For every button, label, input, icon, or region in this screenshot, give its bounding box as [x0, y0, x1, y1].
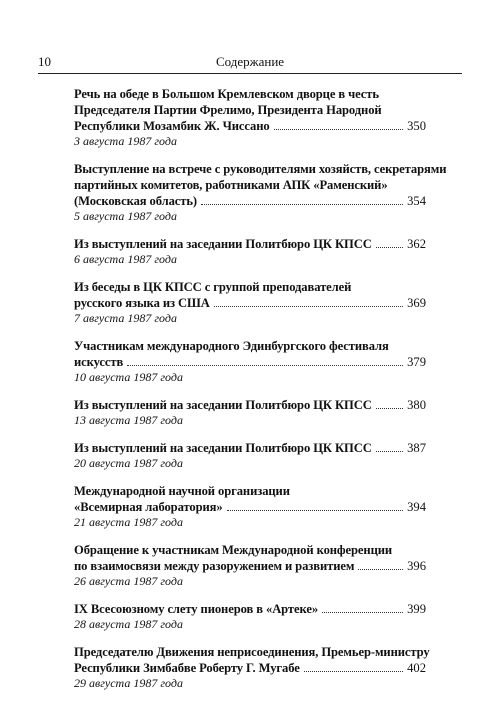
table-of-contents — [74, 86, 447, 703]
entry-title-line: Республики Зимбабве Роберту Г. Мугабе — [74, 661, 300, 675]
header-rule — [38, 73, 462, 74]
entry-page-number: 380 — [407, 398, 426, 412]
dot-leader — [322, 612, 403, 613]
dot-leader — [304, 671, 403, 672]
entry-page-number: 379 — [407, 355, 426, 369]
entry-page-number: 394 — [407, 500, 426, 514]
entry-date: 20 августа 1987 года — [74, 456, 183, 470]
entry-date: 26 августа 1987 года — [74, 574, 183, 588]
entry-date: 21 августа 1987 года — [74, 515, 183, 529]
toc-entry — [74, 601, 426, 631]
entry-page-number: 354 — [407, 194, 426, 208]
entry-last-line — [74, 397, 426, 413]
entry-page-number: 369 — [407, 296, 426, 310]
entry-last-line — [74, 499, 426, 515]
entry-title-line: русского языка из США — [74, 296, 210, 310]
entry-title-line: партийных комитетов, работниками АПК «Раменский» — [74, 178, 388, 192]
toc-entry — [74, 397, 426, 427]
toc-entry — [74, 86, 426, 148]
toc-entry — [74, 161, 447, 223]
entry-title-line: «Всемирная лаборатория» — [74, 500, 223, 514]
entry-last-line — [74, 193, 426, 209]
dot-leader — [274, 129, 404, 130]
entry-title-line: по взаимосвязи между разоружением и развитием — [74, 559, 355, 573]
entry-title-line: Участникам международного Эдинбургского фестиваля — [74, 339, 389, 353]
entry-title-line: Из выступлений на заседании Политбюро ЦК КПСС — [74, 398, 372, 412]
toc-entry — [74, 440, 426, 470]
entry-title-line: (Московская область) — [74, 194, 198, 208]
entry-last-line — [74, 354, 426, 370]
toc-entry — [74, 542, 426, 588]
entry-last-line — [74, 118, 426, 134]
entry-title-line: Республики Мозамбик Ж. Чиссано — [74, 119, 270, 133]
entry-last-line — [74, 558, 426, 574]
running-title: Содержание — [215, 54, 285, 69]
entry-date: 28 августа 1987 года — [74, 617, 183, 631]
entry-title-line: IX Всесоюзному слету пионеров в «Артеке» — [74, 602, 319, 616]
entry-title-line: Выступление на встрече с руководителями хозяйств, секретарями — [74, 162, 447, 176]
page-header — [38, 54, 462, 74]
entry-title-line: Председателю Движения неприсоединения, Премьер-министру — [74, 645, 430, 659]
entry-title-line: Международной научной организации — [74, 484, 290, 498]
toc-entry — [74, 279, 426, 325]
entry-page-number: 350 — [407, 119, 426, 133]
entry-title-line: искусств — [74, 355, 124, 369]
entry-title-line: Из беседы в ЦК КПСС с группой преподавателей — [74, 280, 352, 294]
entry-last-line — [74, 660, 426, 676]
entry-date: 7 августа 1987 года — [74, 311, 177, 325]
entry-title-line: Из выступлений на заседании Политбюро ЦК КПСС — [74, 237, 372, 251]
entry-page-number: 396 — [407, 559, 426, 573]
toc-entry — [74, 644, 430, 690]
entry-date: 13 августа 1987 года — [74, 413, 183, 427]
entry-date: 3 августа 1987 года — [74, 134, 177, 148]
entry-date: 5 августа 1987 года — [74, 209, 177, 223]
toc-entry — [74, 236, 426, 266]
entry-date: 29 августа 1987 года — [74, 676, 183, 690]
dot-leader — [376, 451, 403, 452]
entry-page-number: 387 — [407, 441, 426, 455]
dot-leader — [376, 247, 403, 248]
toc-entry — [74, 338, 426, 384]
dot-leader — [358, 569, 403, 570]
entry-last-line — [74, 440, 426, 456]
page-number: 10 — [38, 54, 51, 69]
entry-page-number: 402 — [407, 661, 426, 675]
entry-title-line: Из выступлений на заседании Политбюро ЦК КПСС — [74, 441, 372, 455]
dot-leader — [127, 365, 403, 366]
entry-date: 10 августа 1987 года — [74, 370, 183, 384]
dot-leader — [201, 204, 403, 205]
entry-last-line — [74, 236, 426, 252]
entry-page-number: 399 — [407, 602, 426, 616]
entry-page-number: 362 — [407, 237, 426, 251]
entry-title-line: Речь на обеде в Большом Кремлевском дворце в честь — [74, 87, 379, 101]
dot-leader — [227, 510, 404, 511]
dot-leader — [214, 306, 403, 307]
entry-last-line — [74, 295, 426, 311]
entry-title-line: Председателя Партии Фрелимо, Президента Народной — [74, 103, 382, 117]
entry-last-line — [74, 601, 426, 617]
entry-title-line: Обращение к участникам Международной конференции — [74, 543, 393, 557]
entry-date: 6 августа 1987 года — [74, 252, 177, 266]
dot-leader — [376, 408, 403, 409]
toc-entry — [74, 483, 426, 529]
